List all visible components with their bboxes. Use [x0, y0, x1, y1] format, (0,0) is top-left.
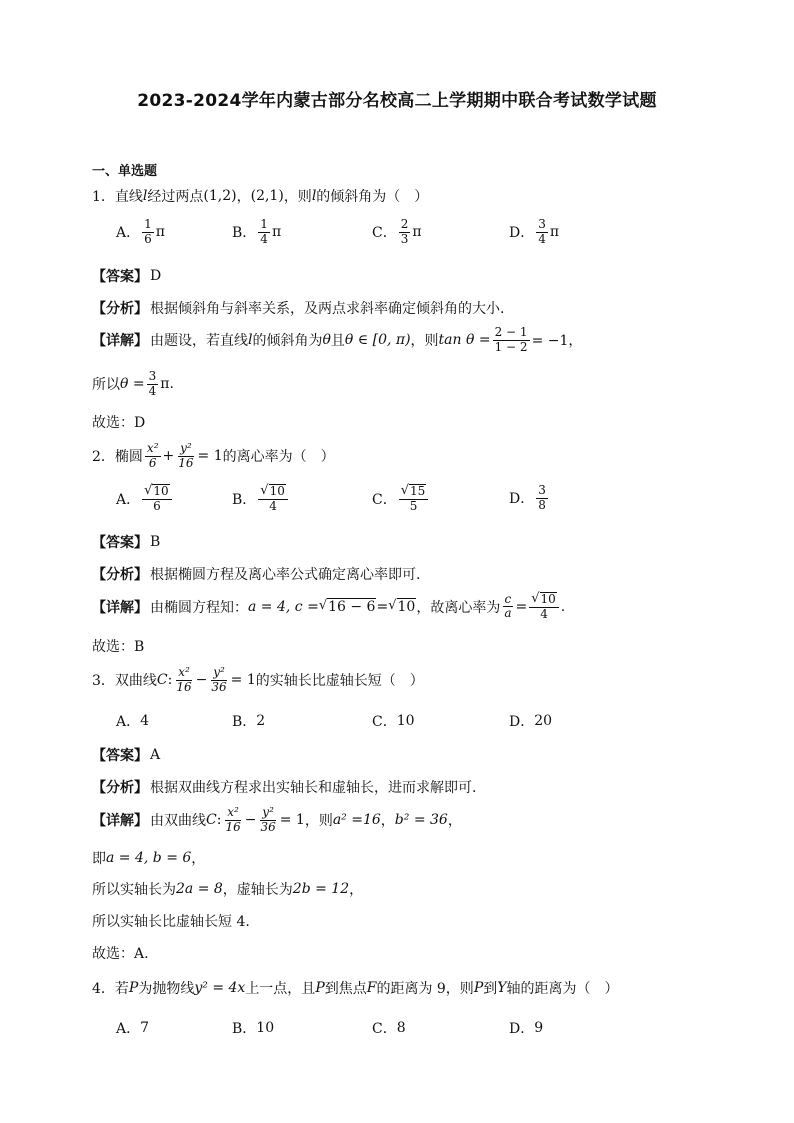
frac-num: 1	[260, 217, 268, 231]
option-label: D．	[509, 491, 535, 508]
tan-result: = −1，	[531, 333, 583, 350]
var-c: C	[156, 672, 168, 689]
option-a[interactable]	[116, 1018, 149, 1038]
frac-den: 16	[178, 455, 194, 470]
stem-text: 的离心率为（ ）	[222, 449, 335, 466]
detail-line-2	[92, 370, 174, 399]
option-value: 8	[396, 1020, 406, 1036]
stem-text: 上一点，且	[245, 981, 316, 997]
page-title: 2023-2024学年内蒙古部分名校高二上学期期中联合考试数学试题	[137, 91, 657, 111]
frac-den: 4	[540, 606, 548, 621]
option-b[interactable]	[232, 711, 265, 731]
tan-expr: tan θ =	[438, 332, 491, 349]
theta-range: θ ∈ [0, π)	[344, 332, 411, 349]
question-1-stem	[92, 186, 428, 206]
analysis-tag: 【分析】	[92, 567, 148, 583]
option-d[interactable]	[509, 711, 552, 731]
choose-line	[92, 943, 149, 963]
stem-text: 为抛物线	[138, 981, 195, 997]
question-3-stem	[92, 666, 424, 695]
var-theta: θ	[322, 332, 331, 349]
detail-text: 所以	[92, 377, 120, 394]
answer-line	[92, 266, 161, 286]
detail-text: 所以实轴长为	[92, 882, 176, 898]
var-p: P	[473, 980, 484, 996]
section-heading: 一、单选题	[92, 164, 158, 179]
frac-den: 4	[538, 231, 546, 246]
option-value: 10	[256, 1020, 275, 1036]
option-c[interactable]	[372, 484, 430, 514]
sqrt: √ 10	[388, 598, 416, 616]
detail-text: ，则	[410, 333, 439, 350]
frac-num: 3	[538, 483, 546, 497]
stem-text: 双曲线	[114, 673, 157, 690]
sqrt: √ 10	[531, 591, 556, 606]
stem-text: 的距离为 9，则	[376, 981, 474, 997]
choose-text: 故选：B	[92, 639, 145, 655]
fraction	[258, 218, 270, 247]
equals-one: = 1	[197, 448, 223, 465]
option-label: A．	[116, 491, 141, 508]
option-c[interactable]	[372, 218, 422, 247]
option-label: C．	[372, 491, 397, 508]
option-label: D．	[509, 714, 535, 730]
answer-line	[92, 532, 160, 552]
choose-line	[92, 636, 144, 656]
analysis-tag: 【分析】	[92, 301, 148, 317]
option-a[interactable]	[116, 218, 165, 247]
punct: ，	[349, 882, 364, 898]
fraction	[529, 592, 559, 622]
answer-value: A	[150, 747, 161, 763]
punct: ，	[380, 813, 395, 830]
fraction	[147, 370, 159, 399]
answer-tag: 【答案】	[92, 748, 148, 764]
fraction	[493, 326, 530, 355]
frac-num: x²	[178, 665, 190, 679]
punct: .	[560, 598, 566, 615]
option-label: C．	[372, 1021, 397, 1037]
option-label: D．	[509, 225, 535, 242]
detail-text: 由椭圆方程知：	[150, 599, 248, 616]
minus: −	[195, 672, 208, 689]
option-label: C．	[372, 714, 397, 730]
detail-text: 由题设，若直线	[150, 333, 248, 350]
frac-num: 2	[400, 217, 409, 231]
option-label: C．	[372, 225, 397, 242]
var-l: l	[142, 188, 148, 204]
stem-text: 若	[114, 981, 129, 997]
b-squared: b² = 36	[394, 812, 448, 829]
frac-num: 3	[148, 369, 157, 383]
fraction	[536, 218, 548, 247]
stem-text: 经过两点	[147, 189, 204, 205]
stem-text: 到焦点	[324, 981, 367, 997]
detail-text: 的倾斜角为	[252, 333, 323, 350]
detail-eq: a = 4, b = 6	[106, 850, 192, 866]
option-label: B．	[232, 491, 257, 508]
option-b[interactable]	[232, 218, 281, 247]
frac-den: 36	[260, 819, 276, 834]
frac-den: 1 − 2	[494, 339, 528, 354]
punct: ，	[447, 813, 462, 830]
option-c[interactable]	[372, 1018, 406, 1038]
a-squared: a² =16	[332, 812, 381, 829]
punct: :	[167, 672, 173, 689]
detail-eq: a = 4, c =	[248, 598, 319, 615]
option-a[interactable]	[116, 484, 174, 514]
detail-text: ，故离心率为	[416, 599, 501, 616]
option-b[interactable]	[232, 484, 290, 514]
detail-text: ，则	[304, 813, 333, 830]
option-label: A．	[116, 1021, 141, 1037]
fraction	[142, 218, 154, 247]
frac-den: 16	[225, 819, 241, 834]
detail-tag: 【详解】	[92, 333, 148, 350]
radicand: 10	[153, 484, 169, 498]
choose-text: 故选：D	[92, 415, 146, 431]
stem-text: 的倾斜角为（ ）	[316, 189, 429, 205]
pi: π	[271, 224, 282, 241]
stem-text: ，则	[283, 189, 312, 205]
theta-eq: θ =	[120, 376, 145, 393]
radicand: 10	[269, 484, 285, 498]
detail-line-2	[92, 848, 205, 868]
frac-num: c	[504, 591, 512, 606]
frac-den: 6	[148, 455, 157, 470]
option-d[interactable]	[509, 484, 550, 513]
detail-line	[92, 592, 565, 622]
point-1: (1,2)	[203, 188, 237, 204]
detail-line-4	[92, 911, 250, 931]
fraction	[174, 666, 193, 695]
fraction	[223, 806, 242, 835]
frac-den: 6	[153, 498, 161, 513]
analysis-text: 根据倾斜角与斜率关系，及两点求斜率确定倾斜角的大小.	[150, 301, 505, 317]
option-value: 2	[256, 713, 266, 729]
stem-text: 直线	[114, 189, 143, 205]
detail-line-3	[92, 879, 363, 899]
var-p: P	[315, 980, 325, 996]
detail-text: 即	[92, 851, 106, 867]
sqrt: √ 15	[400, 483, 426, 498]
pi: π	[412, 224, 422, 241]
option-label: B．	[232, 714, 257, 730]
fraction	[176, 442, 195, 471]
fraction	[399, 484, 429, 514]
stem-text: 椭圆	[114, 449, 143, 466]
var-p: P	[128, 980, 139, 996]
option-value: 9	[534, 1020, 544, 1036]
fraction	[536, 484, 548, 513]
option-label: A．	[116, 225, 141, 242]
frac-num: y²	[180, 441, 192, 455]
frac-den: 36	[211, 679, 227, 694]
fraction	[502, 593, 513, 622]
fraction	[258, 806, 277, 835]
answer-value: D	[150, 268, 162, 284]
answer-tag: 【答案】	[92, 269, 148, 285]
detail-eq: 2b = 12	[292, 881, 350, 897]
option-d[interactable]	[509, 218, 559, 247]
question-2-stem	[92, 442, 335, 471]
fraction	[258, 484, 288, 514]
pi: π	[155, 224, 165, 241]
detail-line	[92, 326, 582, 355]
question-number: 2．	[92, 449, 115, 466]
detail-text: 且	[330, 333, 345, 350]
detail-tag: 【详解】	[92, 813, 148, 830]
frac-den: 8	[538, 497, 546, 512]
option-label: A．	[116, 714, 141, 730]
sqrt: √ 10	[144, 483, 169, 498]
pi: π	[549, 224, 560, 241]
minus: −	[244, 812, 257, 829]
detail-text: ，虚轴长为	[222, 882, 293, 898]
radicand: 10	[540, 592, 556, 606]
analysis-line	[92, 777, 476, 797]
option-c[interactable]	[372, 711, 415, 731]
question-4-stem	[92, 978, 618, 998]
equals-one: = 1	[230, 672, 256, 689]
fraction	[142, 484, 172, 514]
frac-num: y²	[213, 665, 225, 679]
parabola-eq: y² = 4x	[194, 980, 246, 996]
frac-den: a	[504, 606, 512, 621]
question-number: 3．	[92, 673, 115, 690]
punct: :	[216, 812, 222, 829]
equals: =	[376, 598, 389, 615]
option-value: 4	[140, 713, 150, 729]
stem-text: 的实轴长比虚轴长短（ ）	[255, 673, 424, 690]
stem-text: 轴的距离为（ ）	[506, 981, 619, 997]
radicand: 15	[410, 484, 426, 498]
frac-num: 3	[538, 217, 546, 231]
option-label: B．	[232, 225, 257, 242]
frac-num: 1	[144, 217, 152, 231]
analysis-line	[92, 564, 420, 584]
frac-den: 3	[400, 231, 409, 246]
frac-num: 2 − 1	[494, 325, 528, 339]
choose-text: 故选：A.	[92, 946, 149, 962]
detail-text: 所以实轴长比虚轴长短 4.	[92, 914, 250, 930]
frac-den: 16	[176, 679, 192, 694]
var-f: F	[366, 980, 377, 996]
frac-den: 4	[269, 498, 277, 513]
option-label: B．	[232, 1021, 257, 1037]
sqrt: √ 16 − 6	[318, 598, 376, 616]
stem-text: 到	[483, 981, 498, 997]
punct: ，	[236, 189, 251, 205]
option-value: 7	[140, 1020, 150, 1036]
question-number: 4．	[92, 981, 115, 997]
frac-den: 6	[144, 231, 152, 246]
question-number: 1．	[92, 189, 115, 205]
analysis-text: 根据双曲线方程求出实轴长和虚轴长，进而求解即可.	[150, 780, 477, 796]
analysis-line	[92, 298, 504, 318]
sqrt: √ 10	[260, 483, 285, 498]
fraction	[145, 442, 161, 471]
detail-line	[92, 806, 462, 835]
radicand: 16 − 6	[328, 599, 376, 616]
var-l: l	[248, 332, 253, 349]
frac-num: x²	[146, 441, 159, 455]
frac-den: 4	[260, 231, 268, 246]
answer-value: B	[150, 534, 161, 550]
fraction	[209, 666, 228, 695]
var-y: Y	[497, 980, 507, 996]
radicand: 10	[397, 599, 416, 616]
detail-text: 由双曲线	[150, 813, 206, 830]
equals-one: = 1	[279, 812, 305, 829]
option-d[interactable]	[509, 1018, 543, 1038]
detail-eq: 2a = 8	[176, 881, 223, 897]
analysis-tag: 【分析】	[92, 780, 148, 796]
choose-line	[92, 412, 145, 432]
option-b[interactable]	[232, 1018, 274, 1038]
frac-den: 4	[148, 383, 157, 398]
option-label: D．	[509, 1021, 535, 1037]
equals: =	[515, 598, 528, 615]
answer-tag: 【答案】	[92, 535, 148, 551]
option-a[interactable]	[116, 711, 149, 731]
option-value: 20	[534, 713, 553, 729]
frac-num: y²	[262, 805, 274, 819]
analysis-text: 根据椭圆方程及离心率公式确定离心率即可.	[150, 567, 421, 583]
frac-num: x²	[227, 805, 239, 819]
var-c: C	[206, 812, 217, 829]
fraction	[399, 218, 411, 247]
var-l: l	[311, 188, 317, 204]
plus: +	[162, 448, 175, 465]
answer-line	[92, 745, 160, 765]
punct: ，	[191, 851, 206, 867]
point-2: (2,1)	[250, 188, 284, 204]
frac-den: 5	[409, 498, 418, 513]
detail-tag: 【详解】	[92, 599, 148, 616]
option-value: 10	[396, 713, 415, 729]
detail-text: π.	[160, 376, 174, 393]
